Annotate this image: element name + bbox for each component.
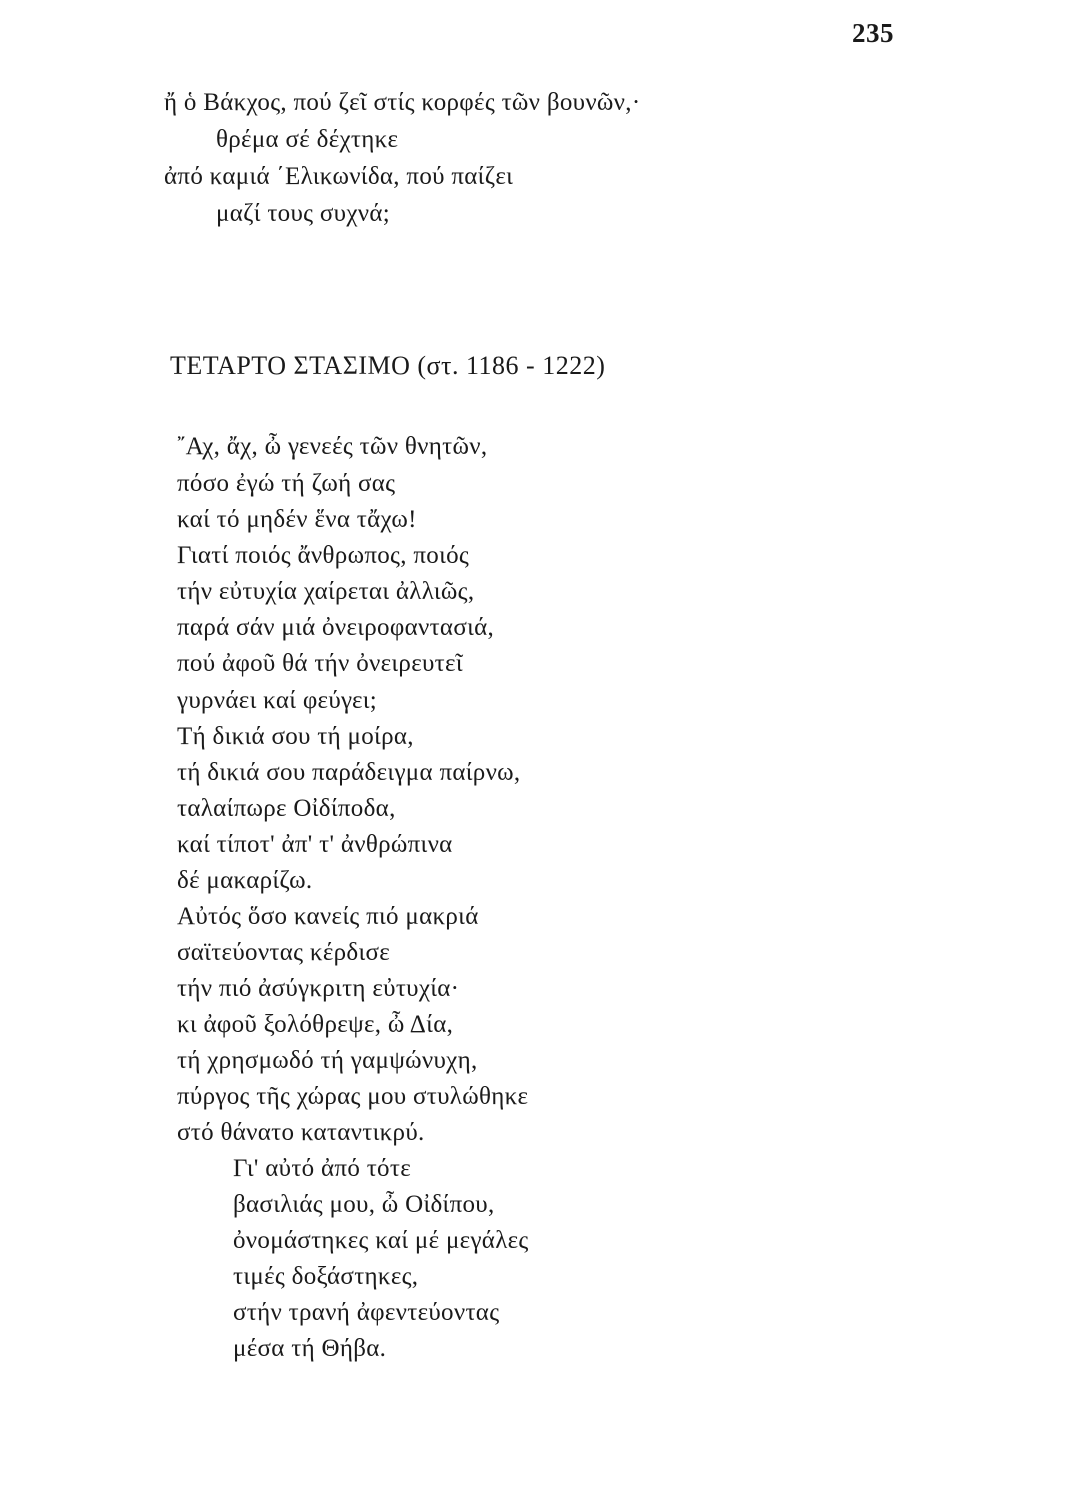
section-heading: ΤΕΤΑΡΤΟ ΣΤΑΣΙΜΟ (στ. 1186 - 1222) (170, 351, 606, 380)
verse-line: στήν τρανή ἀφεντεύοντας (233, 1299, 500, 1326)
verse-line: στό θάνατο καταντικρύ. (177, 1119, 425, 1146)
verse-line: πού ἀφοῦ θά τήν ὀνειρευτεῖ (177, 650, 463, 677)
verse-line: καί τό μηδέν ἕνα τἄχω! (177, 506, 417, 533)
verse-line: δέ μακαρίζω. (177, 867, 313, 894)
verse-line: θρέμα σέ δέχτηκε (216, 126, 399, 153)
verse-line: Γιατί ποιός ἄνθρωπος, ποιός (177, 542, 470, 569)
verse-line: Αὐτός ὅσο κανείς πιό μακριά (177, 903, 479, 930)
verse-line: πύργος τῆς χώρας μου στυλώθηκε (177, 1083, 529, 1110)
verse-line: ἀπό καμιά ΄Ελικωνίδα, πού παίζει (164, 163, 514, 190)
page-number: 235 (852, 18, 894, 48)
verse-line: βασιλιάς μου, ὦ Οἰδίπου, (233, 1191, 495, 1218)
verse-line: ἤ ὁ Βάκχος, πού ζεῖ στίς κορφές τῶν βουνῶν,· (164, 89, 641, 116)
verse-line: γυρνάει καί φεύγει; (177, 687, 378, 714)
verse-line: ὀνομάστηκες καί μέ μεγάλες (233, 1227, 529, 1254)
verse-line: Τή δικιά σου τή μοίρα, (177, 723, 414, 750)
verse-line: τή χρησμωδό τή γαμψώνυχη, (177, 1047, 478, 1074)
verse-line: ῎Αχ, ἄχ, ὦ γενεές τῶν θνητῶν, (177, 433, 488, 460)
verse-line: μαζί τους συχνά; (216, 200, 391, 227)
verse-line: ταλαίπωρε Οἰδίποδα, (177, 795, 396, 822)
verse-line: κι ἀφοῦ ξολόθρεψε, ὦ Δία, (177, 1011, 454, 1038)
verse-line: σαϊτεύοντας κέρδισε (177, 939, 391, 966)
verse-line: καί τίποτ' ἀπ' τ' ἀνθρώπινα (177, 831, 453, 858)
verse-line: τήν πιό ἀσύγκριτη εὐτυχία· (177, 975, 460, 1002)
verse-line: Γι' αὐτό ἀπό τότε (233, 1155, 411, 1182)
verse-line: τήν εὐτυχία χαίρεται ἀλλιῶς, (177, 578, 475, 605)
verse-line: παρά σάν μιά ὀνειροφαντασιά, (177, 614, 495, 641)
verse-line: πόσο ἐγώ τή ζωή σας (177, 470, 396, 497)
verse-line: μέσα τή Θήβα. (233, 1335, 387, 1362)
verse-line: τή δικιά σου παράδειγμα παίρνω, (177, 759, 521, 786)
verse-line: τιμές δοξάστηκες, (233, 1263, 419, 1290)
